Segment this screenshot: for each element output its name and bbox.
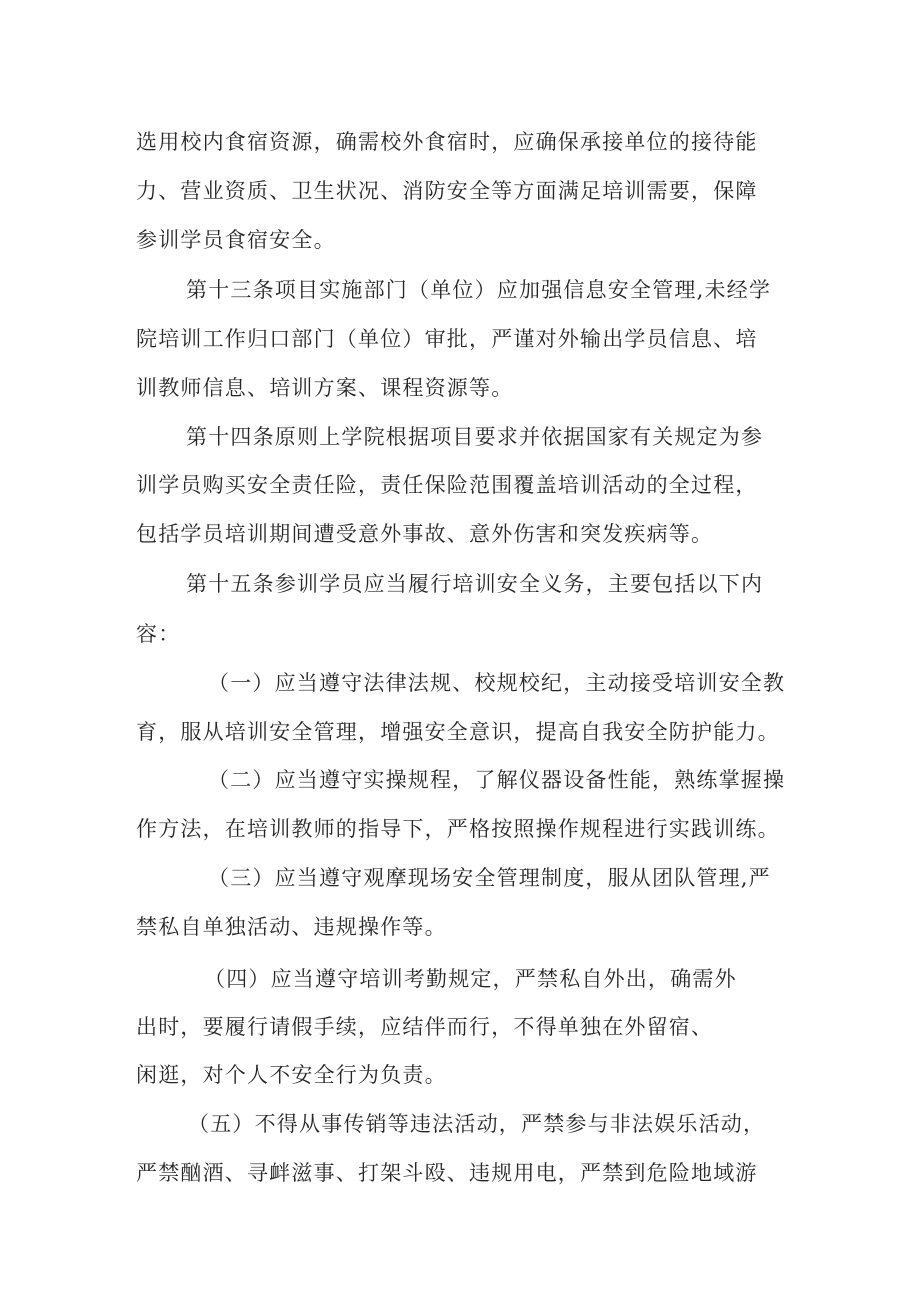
text-line: 参训学员食宿安全。 bbox=[136, 228, 336, 252]
article-13-start: 第十三条项目实施部门（单位）应加强信息安全管理,未经学 bbox=[186, 278, 772, 302]
text-line: 院培训工作归口部门（单位）审批，严谨对外输出学员信息、培 bbox=[136, 327, 758, 351]
text-line: 严禁酗酒、寻衅滋事、打架斗殴、违规用电，严禁到危险地域游 bbox=[136, 1161, 758, 1185]
text-line: 包括学员培训期间遭受意外事故、意外伤害和突发疾病等。 bbox=[136, 522, 714, 546]
item-1-start: （一）应当遵守法律法规、校规校纪，主动接受培训安全教 bbox=[208, 671, 786, 695]
text-line: 育，服从培训安全管理，增强安全意识，提高自我安全防护能力。 bbox=[136, 720, 780, 744]
item-2-start: （二）应当遵守实操规程，了解仪器设备性能，熟练掌握操 bbox=[208, 768, 786, 792]
text-line: 容： bbox=[136, 622, 181, 646]
article-15-start: 第十五条参训学员应当履行培训安全义务，主要包括以下内 bbox=[186, 572, 764, 596]
text-line: 训学员购买安全责任险，责任保险范围覆盖培训活动的全过程， bbox=[136, 473, 758, 497]
text-line: 训教师信息、培训方案、课程资源等。 bbox=[136, 376, 514, 400]
text-line: 力、营业资质、卫生状况、消防安全等方面满足培训需要，保障 bbox=[136, 179, 758, 203]
text-line: 闲逛，对个人不安全行为负责。 bbox=[136, 1063, 447, 1087]
text-line: 出时，要履行请假手续，应结伴而行，不得单独在外留宿、 bbox=[136, 1015, 714, 1039]
text-line: 禁私自单独活动、违规操作等。 bbox=[136, 915, 447, 939]
text-line: 作方法，在培训教师的指导下，严格按照操作规程进行实践训练。 bbox=[136, 817, 780, 841]
text-line: 选用校内食宿资源，确需校外食宿时，应确保承接单位的接待能 bbox=[136, 130, 758, 154]
item-5-start: （五）不得从事传销等违法活动，严禁参与非法娱乐活动， bbox=[188, 1112, 766, 1136]
item-4-start: （四）应当遵守培训考勤规定，严禁私自外出，确需外 bbox=[204, 967, 737, 991]
article-14-start: 第十四条原则上学院根据项目要求并依据国家有关规定为参 bbox=[186, 425, 764, 449]
item-3-start: （三）应当遵守观摩现场安全管理制度，服从团队管理,严 bbox=[208, 866, 771, 890]
